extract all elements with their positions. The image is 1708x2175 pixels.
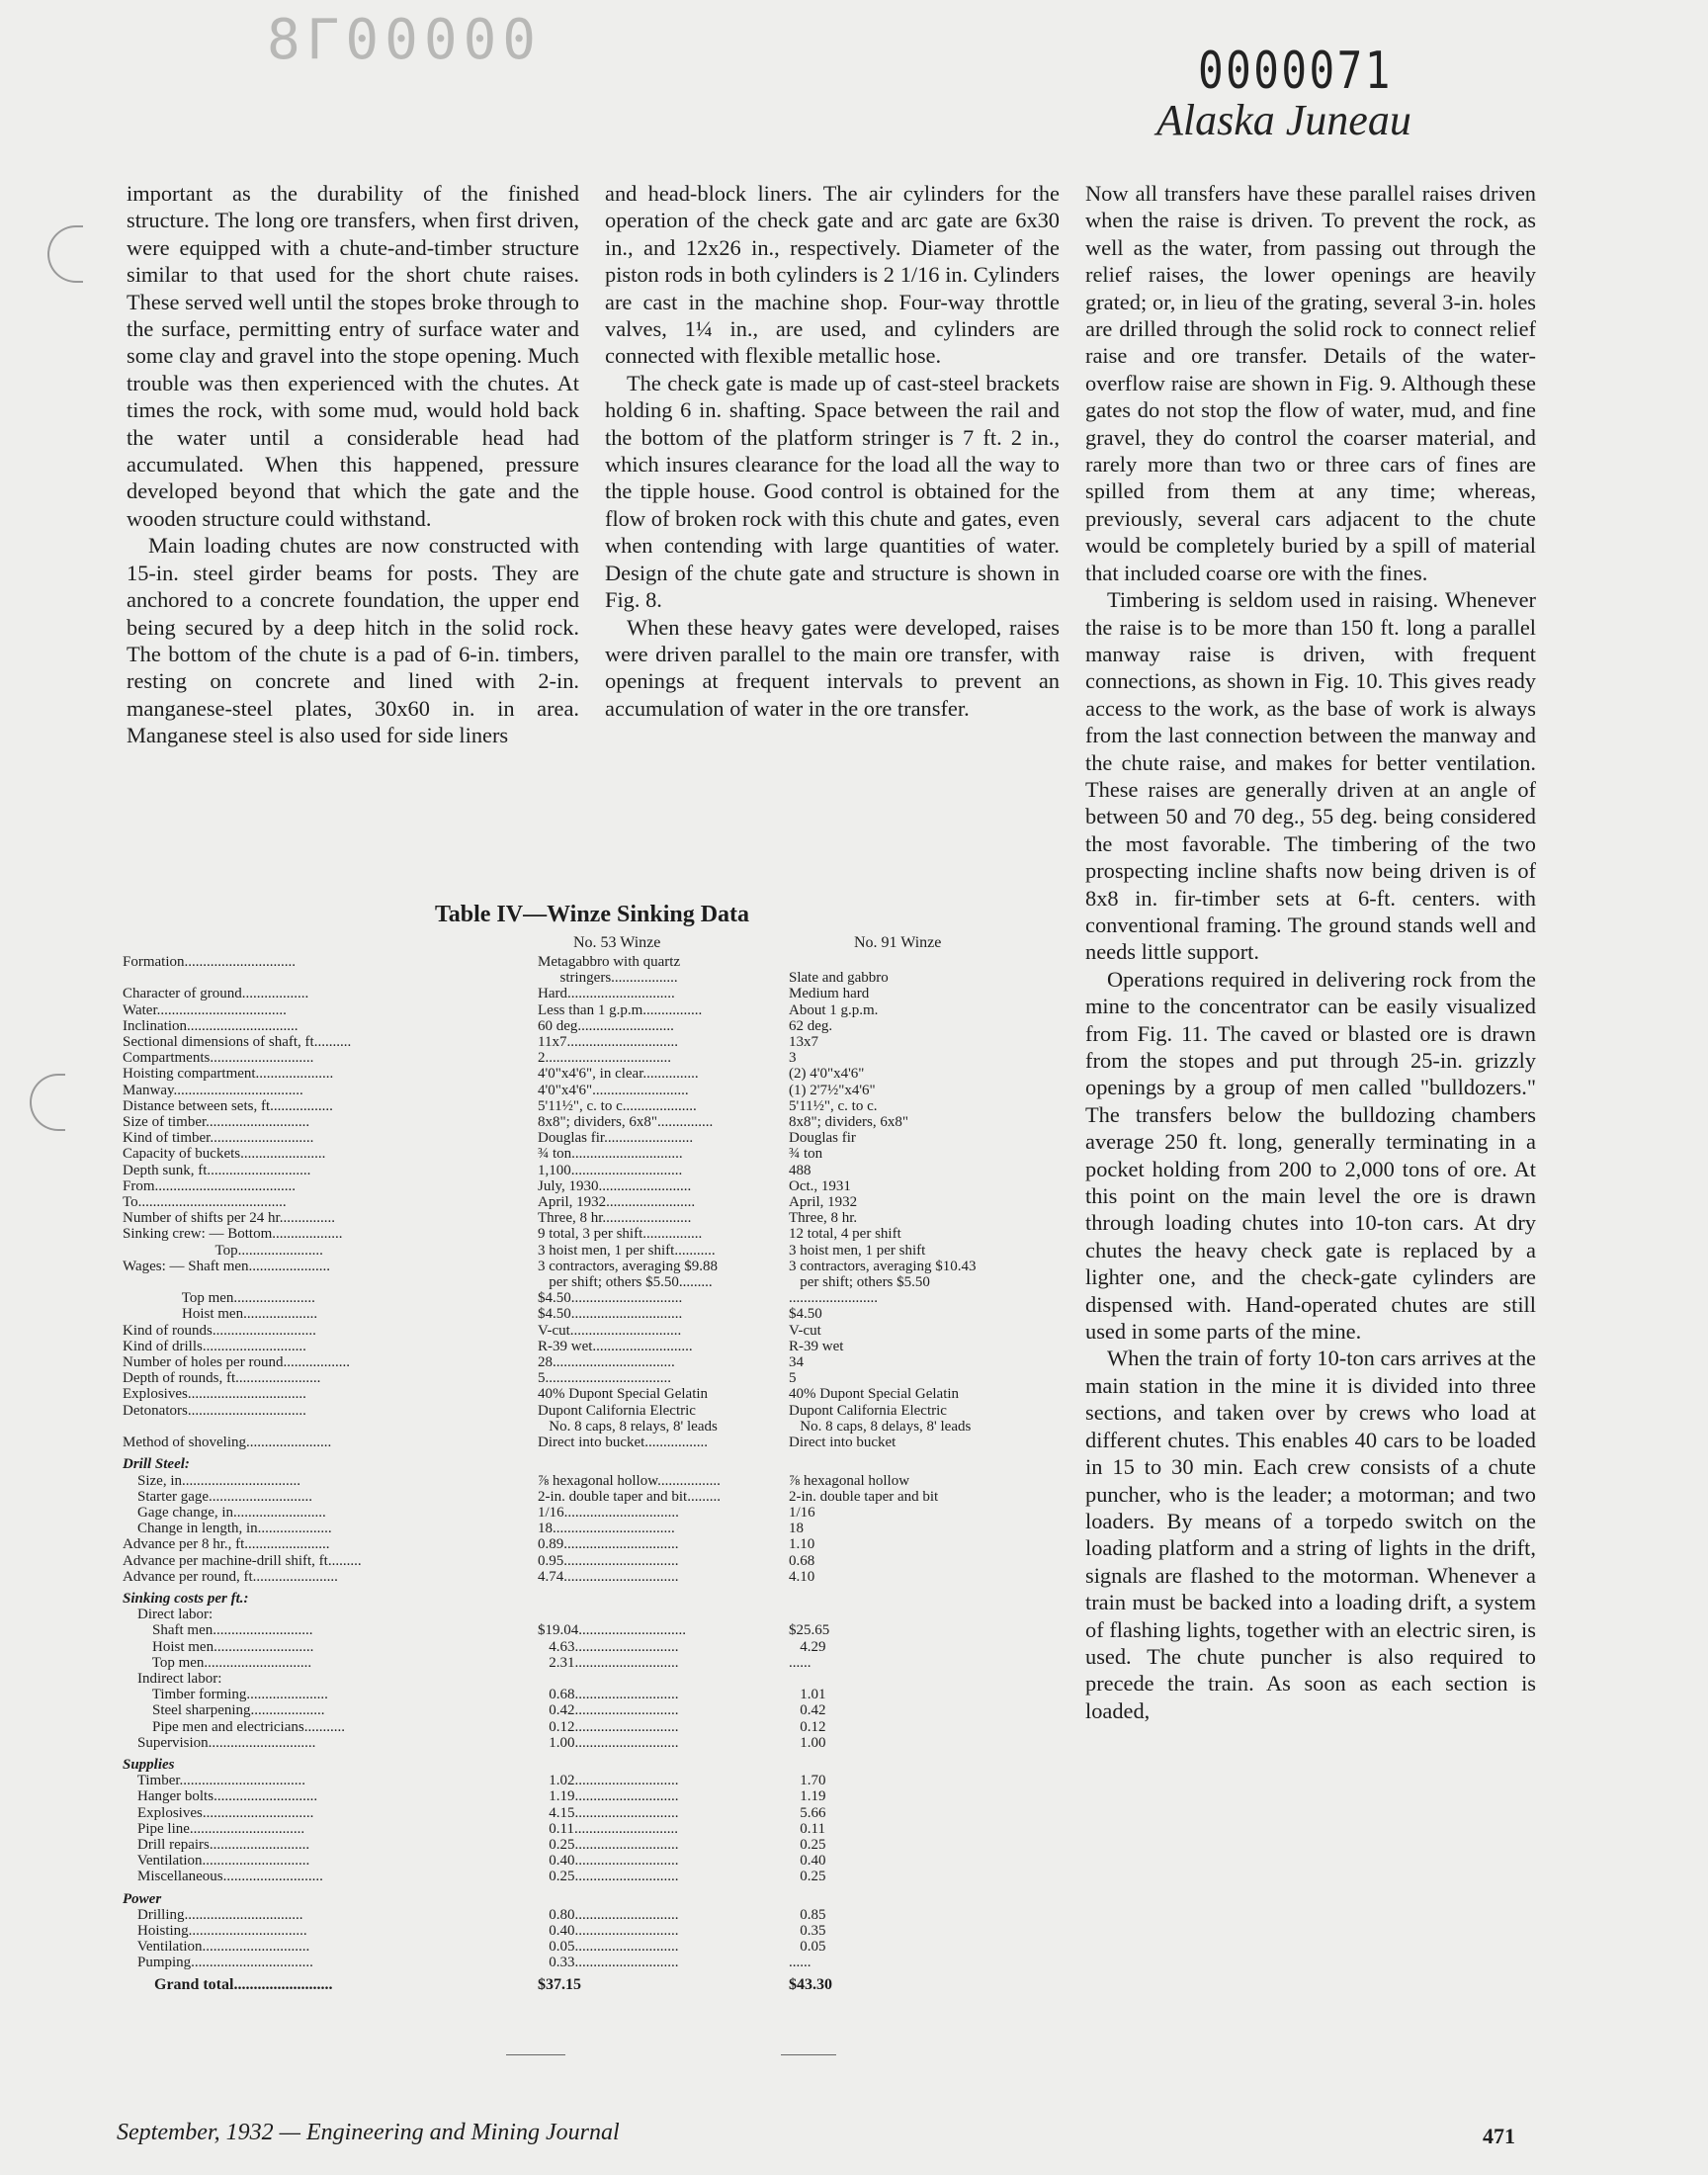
total-rule-b bbox=[781, 2054, 836, 2055]
row-value-no53: 1.02............................ bbox=[538, 1773, 679, 1789]
text-column-2 bbox=[605, 180, 1060, 722]
row-value-no53: 28................................. bbox=[538, 1354, 675, 1371]
row-label: Steel sharpening.................... bbox=[123, 1702, 325, 1719]
row-label: Detonators................................ bbox=[123, 1402, 306, 1419]
row-label bbox=[123, 1419, 538, 1435]
row-label: Kind of timber............................ bbox=[123, 1130, 314, 1147]
table-row bbox=[123, 1671, 1062, 1687]
row-value-no53: 4'0"x4'6".......................... bbox=[538, 1082, 689, 1098]
row-value-no91: $4.50 bbox=[789, 1306, 822, 1323]
row-value-no91: 4.29 bbox=[789, 1638, 826, 1655]
row-label: Starter gage............................ bbox=[123, 1488, 313, 1505]
page-number: 471 bbox=[1483, 2124, 1515, 2148]
table-row bbox=[123, 1751, 1062, 1773]
row-label: Timber.................................. bbox=[123, 1773, 306, 1789]
row-value-no91: per shift; others $5.50 bbox=[789, 1274, 930, 1291]
row-value-no91: 40% Dupont Special Gelatin bbox=[789, 1386, 960, 1403]
table-row bbox=[123, 1939, 1062, 1955]
table-row bbox=[123, 1702, 1062, 1718]
row-value-no91: ........................ bbox=[789, 1290, 878, 1307]
row-value-no53: Three, 8 hr........................ bbox=[538, 1210, 692, 1227]
table-row bbox=[123, 1130, 1062, 1146]
binder-hole-top bbox=[47, 225, 83, 283]
table-row bbox=[123, 1735, 1062, 1751]
row-value-no53: No. 8 caps, 8 relays, 8' leads bbox=[538, 1418, 718, 1435]
row-value-no91: 5'11½", c. to c. bbox=[789, 1097, 878, 1114]
journal-footer: September, 1932 — Engineering and Mining Journal bbox=[117, 2120, 620, 2145]
row-label: Depth of rounds, ft....................... bbox=[123, 1370, 321, 1387]
row-label: Compartments............................ bbox=[123, 1050, 314, 1067]
table-row bbox=[123, 1923, 1062, 1939]
row-label: Shaft men........................... bbox=[123, 1622, 313, 1639]
row-value-no53: Metagabbro with quartz bbox=[538, 954, 681, 970]
row-value-no53: R-39 wet........................... bbox=[538, 1338, 693, 1354]
faint-stamp-number: 8Γ00000 bbox=[267, 8, 543, 72]
row-value-no91: 0.25 bbox=[789, 1869, 826, 1885]
column-header-no91: No. 91 Winze bbox=[854, 934, 942, 951]
table-row bbox=[123, 1885, 1062, 1907]
row-value-no91: 8x8"; dividers, 6x8" bbox=[789, 1114, 908, 1131]
paragraph: Operations required in delivering rock from the mine to the concentrator can be easily visualized from Fig. 11. The caved or blasted ore is drawn from the stopes and put through 25-in. grizzly openings by a group of men called "bulldozers." The transfers below the bulldozing chambers average 250 ft. long, generally terminating in a pocket holding from 200 to 2,000 tons of ore. At this point on the main level the ore is drawn through loading chutes into 10-ton cars. At dry chutes the heavy check gate is replaced by a lighter one, and the check-gate cylinders are dispensed with. Hand-operated chutes are still used in some parts of the mine. bbox=[1085, 966, 1536, 1345]
row-value-no53: 0.40............................ bbox=[538, 1853, 679, 1870]
row-value-no91: 0.68 bbox=[789, 1552, 815, 1569]
row-value-no91 bbox=[789, 1450, 1062, 1472]
row-value-no91: 1.10 bbox=[789, 1536, 815, 1553]
row-label: Wages: — Shaft men...................... bbox=[123, 1258, 331, 1274]
table-row bbox=[123, 1521, 1062, 1536]
row-value-no53: 9 total, 3 per shift................ bbox=[538, 1226, 703, 1243]
row-label: Indirect labor: bbox=[123, 1670, 222, 1687]
row-label: Direct labor: bbox=[123, 1607, 214, 1623]
table-row bbox=[123, 1719, 1062, 1735]
paragraph: and head-block liners. The air cylinders for the operation of the check gate and arc gate are 6x30 in., and 12x26 in., respectively. Diameter of the piston rods in both cylinders is 2 1/16 in. Cylinders are cast in the machine shop. Four-way throttle valves, 1¼ in., are used, and cylinders are connected with flexible metallic hose. bbox=[605, 181, 1060, 369]
row-value-no91: No. 8 caps, 8 delays, 8' leads bbox=[789, 1418, 972, 1435]
row-value-no53: 1/16............................... bbox=[538, 1504, 679, 1521]
table-row bbox=[123, 1403, 1062, 1419]
row-value-no91: 3 bbox=[789, 1050, 797, 1067]
row-value-no53 bbox=[538, 1585, 789, 1607]
row-label: Ventilation............................. bbox=[123, 1853, 310, 1870]
row-value-no53: 0.25............................ bbox=[538, 1869, 679, 1885]
row-label: Change in length, in.................... bbox=[123, 1521, 332, 1537]
row-label: Hoisting................................ bbox=[123, 1922, 307, 1939]
row-label: Hoist men.................... bbox=[123, 1306, 318, 1323]
table-row bbox=[123, 1306, 1062, 1322]
row-value-no91: Medium hard bbox=[789, 986, 870, 1002]
row-label: Depth sunk, ft............................ bbox=[123, 1162, 311, 1178]
table-row bbox=[123, 1323, 1062, 1339]
row-value-no91: 1.00 bbox=[789, 1734, 826, 1751]
row-value-no91: 12 total, 4 per shift bbox=[789, 1226, 901, 1243]
paragraph: When the train of forty 10-ton cars arrives at the main station in the mine it is divided into three sections, and taken over by crews who load at different chutes. This enables 40 cars to be loaded in 15 to 30 min. Each crew consists of a chute puncher, who is the leader; a motorman; and two loaders. By means of a torpedo switch on the loading platform and a string of lights in the drift, signals are flashed to the motorman. Whenever a train must be backed into a loading drift, a system of flashing lights, together with an electric siren, is used. The chute puncher is also required to precede the train. As soon as each section is loaded, bbox=[1085, 1346, 1536, 1723]
table-row bbox=[123, 1788, 1062, 1804]
row-value-no91: ⅞ hexagonal hollow bbox=[789, 1472, 910, 1489]
row-value-no91 bbox=[789, 1751, 1062, 1773]
row-value-no53: 2.31............................ bbox=[538, 1654, 679, 1671]
row-label: Sinking costs per ft.: bbox=[123, 1590, 249, 1607]
row-value-no91: 2-in. double taper and bit bbox=[789, 1488, 939, 1505]
table-row bbox=[123, 1837, 1062, 1853]
row-label: Size, in................................ bbox=[123, 1472, 300, 1489]
row-label: Power bbox=[123, 1890, 162, 1907]
row-label: Hoist men........................... bbox=[123, 1638, 314, 1655]
table-row bbox=[123, 1178, 1062, 1194]
text-column-3 bbox=[1085, 180, 1536, 1724]
table-row bbox=[123, 1971, 1062, 1993]
row-value-no91: Direct into bucket bbox=[789, 1435, 897, 1451]
column-header-no53: No. 53 Winze bbox=[573, 934, 661, 951]
row-value-no53: 3 contractors, averaging $9.88 bbox=[538, 1258, 719, 1274]
paragraph: The check gate is made up of cast-steel brackets holding 6 in. shafting. Space between the rail and the bottom of the platform stringer is 7 ft. 2 in., which insures clearance for the load all the way to the tipple house. Good control is obtained for the flow of broken rock with this chute and gates, even when contending with large quantities of water. Design of the chute gate and structure is shown in Fig. 8. bbox=[605, 370, 1060, 613]
row-value-no91: R-39 wet bbox=[789, 1338, 844, 1354]
row-value-no53: 0.89............................... bbox=[538, 1536, 679, 1553]
table-row bbox=[123, 1210, 1062, 1226]
table-row bbox=[123, 1018, 1062, 1034]
row-label: Supplies bbox=[123, 1756, 175, 1773]
row-value-no91: ...... bbox=[789, 1654, 811, 1671]
table-row bbox=[123, 1274, 1062, 1290]
row-label: Sectional dimensions of shaft, ft.......... bbox=[123, 1034, 352, 1051]
row-label: Drill Steel: bbox=[123, 1456, 190, 1473]
row-value-no53: Douglas fir........................ bbox=[538, 1130, 694, 1147]
row-value-no91: 62 deg. bbox=[789, 1017, 833, 1034]
row-label: Character of ground.................. bbox=[123, 986, 309, 1002]
row-value-no53: 0.12............................ bbox=[538, 1718, 679, 1735]
row-value-no91: 3 hoist men, 1 per shift bbox=[789, 1242, 926, 1259]
row-label: Grand total......................... bbox=[123, 1976, 333, 1993]
row-value-no91: 0.42 bbox=[789, 1702, 826, 1719]
row-label: Timber forming...................... bbox=[123, 1687, 328, 1703]
table-row bbox=[123, 1450, 1062, 1472]
row-value-no53: 60 deg.......................... bbox=[538, 1017, 674, 1034]
document-stamp-number: 0000071 bbox=[1198, 42, 1393, 101]
row-label: From...................................... bbox=[123, 1177, 297, 1194]
table-column-headers bbox=[123, 934, 1062, 954]
row-value-no53: ¾ ton.............................. bbox=[538, 1146, 683, 1163]
row-label: Size of timber............................ bbox=[123, 1114, 310, 1131]
row-value-no91: 0.85 bbox=[789, 1906, 826, 1923]
row-label: To........................................ bbox=[123, 1194, 287, 1211]
table-row bbox=[123, 1821, 1062, 1837]
row-value-no91: April, 1932 bbox=[789, 1194, 858, 1211]
row-label: Manway................................... bbox=[123, 1082, 303, 1098]
row-value-no53: 4.15............................ bbox=[538, 1804, 679, 1821]
row-value-no53: 8x8"; dividers, 6x8"............... bbox=[538, 1114, 714, 1131]
row-value-no91: 0.05 bbox=[789, 1939, 826, 1956]
row-value-no91: 0.40 bbox=[789, 1853, 826, 1870]
row-value-no91: (2) 4'0"x4'6" bbox=[789, 1066, 865, 1083]
table-row bbox=[123, 1083, 1062, 1098]
row-value-no91: 0.25 bbox=[789, 1836, 826, 1853]
table-row bbox=[123, 1536, 1062, 1552]
row-value-no91: ¾ ton bbox=[789, 1146, 823, 1163]
row-label: Advance per machine-drill shift, ft......... bbox=[123, 1552, 362, 1569]
row-label: Pipe men and electricians........... bbox=[123, 1718, 345, 1735]
row-label: Distance between sets, ft................. bbox=[123, 1097, 333, 1114]
row-value-no53: 0.33............................ bbox=[538, 1955, 679, 1971]
row-value-no53: 1.19............................ bbox=[538, 1788, 679, 1805]
row-label: Number of holes per round.................. bbox=[123, 1354, 350, 1371]
running-head: Alaska Juneau bbox=[1156, 96, 1411, 144]
row-value-no91: 1/16 bbox=[789, 1504, 815, 1521]
table-row bbox=[123, 1473, 1062, 1489]
row-value-no53: 2-in. double taper and bit......... bbox=[538, 1488, 721, 1505]
row-value-no91: 0.35 bbox=[789, 1922, 826, 1939]
table-row bbox=[123, 1066, 1062, 1082]
row-value-no91 bbox=[789, 1671, 1062, 1687]
row-label: Drill repairs........................... bbox=[123, 1836, 310, 1853]
table-row bbox=[123, 1569, 1062, 1585]
row-value-no91: ...... bbox=[789, 1955, 811, 1971]
row-value-no91: Oct., 1931 bbox=[789, 1177, 851, 1194]
row-value-no91: 1.70 bbox=[789, 1773, 826, 1789]
row-value-no53: ⅞ hexagonal hollow................. bbox=[538, 1472, 721, 1489]
winze-sinking-table bbox=[123, 902, 1062, 1993]
row-value-no91: Three, 8 hr. bbox=[789, 1210, 858, 1227]
row-label: Method of shoveling....................... bbox=[123, 1435, 332, 1451]
row-value-no53: 0.25............................ bbox=[538, 1836, 679, 1853]
row-value-no53: $19.04............................. bbox=[538, 1622, 686, 1639]
row-value-no91: V-cut bbox=[789, 1322, 821, 1339]
row-value-no53: Hard............................. bbox=[538, 986, 675, 1002]
row-label: Pipe line............................... bbox=[123, 1820, 305, 1837]
row-value-no91: $25.65 bbox=[789, 1622, 830, 1639]
row-label: Number of shifts per 24 hr............... bbox=[123, 1210, 335, 1227]
row-value-no91: 0.12 bbox=[789, 1718, 826, 1735]
row-value-no91 bbox=[789, 1585, 1062, 1607]
table-row bbox=[123, 1553, 1062, 1569]
table-row bbox=[123, 1243, 1062, 1259]
row-label: Top men............................. bbox=[123, 1654, 312, 1671]
table-row bbox=[123, 1194, 1062, 1210]
row-value-no53: 0.42............................ bbox=[538, 1702, 679, 1719]
row-value-no53: 0.95............................... bbox=[538, 1552, 679, 1569]
row-label: Ventilation............................. bbox=[123, 1939, 310, 1956]
row-value-no91: About 1 g.p.m. bbox=[789, 1001, 879, 1018]
row-value-no91 bbox=[789, 1607, 1062, 1622]
row-value-no53: 5.................................. bbox=[538, 1370, 671, 1387]
table-row bbox=[123, 1622, 1062, 1638]
table-row bbox=[123, 986, 1062, 1001]
total-rule-a bbox=[506, 2054, 565, 2055]
table-body bbox=[123, 954, 1062, 1993]
row-label: Hanger bolts............................ bbox=[123, 1788, 318, 1805]
row-value-no91: 13x7 bbox=[789, 1034, 818, 1051]
row-value-no91: 5 bbox=[789, 1370, 797, 1387]
row-value-no91 bbox=[789, 1885, 1062, 1907]
paragraph: When these heavy gates were developed, raises were driven parallel to the main ore transfer, with openings at frequent intervals to prevent an accumulation of water in the ore transfer. bbox=[605, 614, 1060, 721]
row-label bbox=[123, 1274, 538, 1290]
table-row bbox=[123, 1435, 1062, 1450]
row-label: Drilling................................ bbox=[123, 1906, 303, 1923]
row-value-no53 bbox=[538, 1671, 789, 1687]
row-value-no53: April, 1932........................ bbox=[538, 1194, 696, 1211]
row-value-no91: 0.11 bbox=[789, 1820, 825, 1837]
row-value-no53: 0.11............................ bbox=[538, 1820, 678, 1837]
row-value-no91: 1.01 bbox=[789, 1687, 826, 1703]
row-value-no53: Direct into bucket................. bbox=[538, 1435, 709, 1451]
table-row bbox=[123, 1639, 1062, 1655]
row-label bbox=[123, 970, 538, 986]
table-row bbox=[123, 1419, 1062, 1435]
table-row bbox=[123, 1226, 1062, 1242]
row-value-no91: Dupont California Electric bbox=[789, 1402, 947, 1419]
table-row bbox=[123, 1687, 1062, 1702]
row-value-no53: July, 1930......................... bbox=[538, 1177, 692, 1194]
row-label: Inclination.............................. bbox=[123, 1017, 299, 1034]
row-value-no91: Slate and gabbro bbox=[789, 970, 889, 987]
table-row bbox=[123, 1114, 1062, 1130]
table-row bbox=[123, 1607, 1062, 1622]
row-value-no53: 5'11½", c. to c.................... bbox=[538, 1097, 697, 1114]
row-value-no53: 18................................. bbox=[538, 1521, 675, 1537]
table-row bbox=[123, 1585, 1062, 1607]
row-value-no53: 40% Dupont Special Gelatin bbox=[538, 1386, 709, 1403]
row-value-no91: 1.19 bbox=[789, 1788, 826, 1805]
table-row bbox=[123, 954, 1062, 970]
row-label: Top....................... bbox=[123, 1242, 323, 1259]
row-value-no53: 3 hoist men, 1 per shift........... bbox=[538, 1242, 716, 1259]
row-label: Explosives.............................. bbox=[123, 1804, 314, 1821]
row-value-no91 bbox=[789, 954, 1062, 970]
row-label: Advance per round, ft....................... bbox=[123, 1568, 338, 1585]
row-value-no53: 4'0"x4'6", in clear............... bbox=[538, 1066, 699, 1083]
row-value-no53: 2.................................. bbox=[538, 1050, 671, 1067]
table-row bbox=[123, 1907, 1062, 1923]
row-value-no53 bbox=[538, 1885, 789, 1907]
table-row bbox=[123, 1655, 1062, 1671]
row-value-no53: 4.63............................ bbox=[538, 1638, 679, 1655]
table-row bbox=[123, 1339, 1062, 1354]
row-label: Kind of drills............................ bbox=[123, 1338, 306, 1354]
paragraph: Timbering is seldom used in raising. Whenever the raise is to be more than 150 ft. long a parallel manway raise is driven, with frequent connections, as shown in Fig. 10. This gives ready access to the work, as the base of work is always from the last connection between the manway and the chute raise, and makes for better ventilation. These raises are generally driven at an angle of between 50 and 70 deg., 55 deg. being considered the most favorable. The timbering of the two prospecting incline shafts now being driven is of 8x8 in. fir-timber sets at 6-ft. centers. with conventional framing. The ground stands well and needs little support. bbox=[1085, 587, 1536, 965]
table-row bbox=[123, 1869, 1062, 1884]
row-value-no53 bbox=[538, 1751, 789, 1773]
binder-hole-bottom bbox=[30, 1074, 65, 1131]
row-value-no91: Douglas fir bbox=[789, 1130, 856, 1147]
row-label: Supervision............................. bbox=[123, 1734, 316, 1751]
row-value-no53: 1,100.............................. bbox=[538, 1162, 683, 1178]
row-label: Pumping................................. bbox=[123, 1955, 313, 1971]
table-row bbox=[123, 1386, 1062, 1402]
table-row bbox=[123, 1163, 1062, 1178]
row-value-no53: $37.15 bbox=[538, 1976, 581, 1993]
table-row bbox=[123, 1146, 1062, 1162]
row-value-no53: V-cut.............................. bbox=[538, 1322, 682, 1339]
row-value-no53: 1.00............................ bbox=[538, 1734, 679, 1751]
row-value-no53: Dupont California Electric bbox=[538, 1402, 696, 1419]
text-column-1 bbox=[127, 180, 579, 749]
row-value-no53: per shift; others $5.50......... bbox=[538, 1274, 713, 1291]
row-value-no53: 0.40............................ bbox=[538, 1922, 679, 1939]
table-row bbox=[123, 1805, 1062, 1821]
row-value-no91: (1) 2'7½"x4'6" bbox=[789, 1082, 876, 1098]
row-value-no91: 3 contractors, averaging $10.43 bbox=[789, 1258, 977, 1274]
row-label: Water................................... bbox=[123, 1001, 287, 1018]
row-label: Hoisting compartment..................... bbox=[123, 1066, 334, 1083]
table-title: Table IV—Winze Sinking Data bbox=[434, 902, 750, 927]
row-value-no53: 4.74............................... bbox=[538, 1568, 679, 1585]
table-row bbox=[123, 1853, 1062, 1869]
row-value-no53: 11x7.............................. bbox=[538, 1034, 678, 1051]
row-value-no91: $43.30 bbox=[789, 1976, 832, 1993]
row-value-no53 bbox=[538, 1450, 789, 1472]
row-value-no53: 0.05............................ bbox=[538, 1939, 679, 1956]
row-value-no53: 0.68............................ bbox=[538, 1687, 679, 1703]
row-label: Advance per 8 hr., ft....................... bbox=[123, 1536, 330, 1553]
table-row bbox=[123, 970, 1062, 986]
row-value-no53: Less than 1 g.p.m................ bbox=[538, 1001, 703, 1018]
table-row bbox=[123, 1505, 1062, 1521]
row-label: Sinking crew: — Bottom................... bbox=[123, 1226, 343, 1243]
table-row bbox=[123, 1773, 1062, 1788]
paragraph: important as the durability of the finished structure. The long ore transfers, when first driven, were equipped with a chute-and-timber structure similar to that used for the short chute raises. These served well until the stopes broke through to the surface, permitting entry of surface water and some clay and gravel into the stope opening. Much trouble was then experienced with the chutes. At times the rock, with some mud, would hold back the water until a considerable head had accumulated. When this happened, pressure developed beyond that which the gate and the wooden structure could withstand. bbox=[127, 181, 579, 531]
row-label: Explosives................................ bbox=[123, 1386, 306, 1403]
table-row bbox=[123, 1098, 1062, 1114]
table-row bbox=[123, 1290, 1062, 1306]
row-value-no53 bbox=[538, 1607, 789, 1622]
row-value-no53: stringers.................. bbox=[538, 970, 678, 987]
table-row bbox=[123, 1034, 1062, 1050]
row-value-no91: 34 bbox=[789, 1354, 804, 1371]
row-value-no53: $4.50.............................. bbox=[538, 1306, 683, 1323]
row-value-no53: 0.80............................ bbox=[538, 1906, 679, 1923]
table-row bbox=[123, 1050, 1062, 1066]
row-label: Top men...................... bbox=[123, 1290, 315, 1307]
table-row bbox=[123, 1370, 1062, 1386]
row-value-no91: 4.10 bbox=[789, 1568, 815, 1585]
table-row bbox=[123, 1955, 1062, 1970]
table-row bbox=[123, 1002, 1062, 1018]
row-label: Capacity of buckets....................... bbox=[123, 1146, 326, 1163]
table-row bbox=[123, 1489, 1062, 1505]
table-row bbox=[123, 1259, 1062, 1274]
row-value-no91: 488 bbox=[789, 1162, 811, 1178]
paragraph: Now all transfers have these parallel raises driven when the raise is driven. To prevent the rock, as well as the water, from passing out through the relief raises, the lower openings are heavily grated; or, in lieu of the grating, several 3-in. holes are drilled through the solid rock to connect relief raise and ore transfer. Details of the water-overflow raise are shown in Fig. 9. Although these gates do not stop the flow of water, mud, and fine gravel, they do control the coarser material, and rarely more than two or three cars of fines are spilled from them at any time; whereas, previously, several cars adjacent to the chute would be completely buried by a spill of material that included coarse ore with the fines. bbox=[1085, 181, 1536, 585]
row-label: Kind of rounds............................ bbox=[123, 1322, 316, 1339]
paragraph: Main loading chutes are now constructed with 15-in. steel girder beams for posts. They are anchored to a concrete foundation, the upper end being secured by a deep hitch in the solid rock. The bottom of the chute is a pad of 6-in. timbers, resting on concrete and lined with 2-in. manganese-steel plates, 30x60 in. in area. Manganese steel is also used for side liners bbox=[127, 533, 579, 748]
row-value-no53: $4.50.............................. bbox=[538, 1290, 683, 1307]
table-row bbox=[123, 1354, 1062, 1370]
row-value-no91: 18 bbox=[789, 1521, 804, 1537]
row-label: Gage change, in......................... bbox=[123, 1504, 326, 1521]
row-label: Formation.............................. bbox=[123, 954, 296, 970]
row-label: Miscellaneous........................... bbox=[123, 1869, 323, 1885]
row-value-no91: 5.66 bbox=[789, 1804, 826, 1821]
